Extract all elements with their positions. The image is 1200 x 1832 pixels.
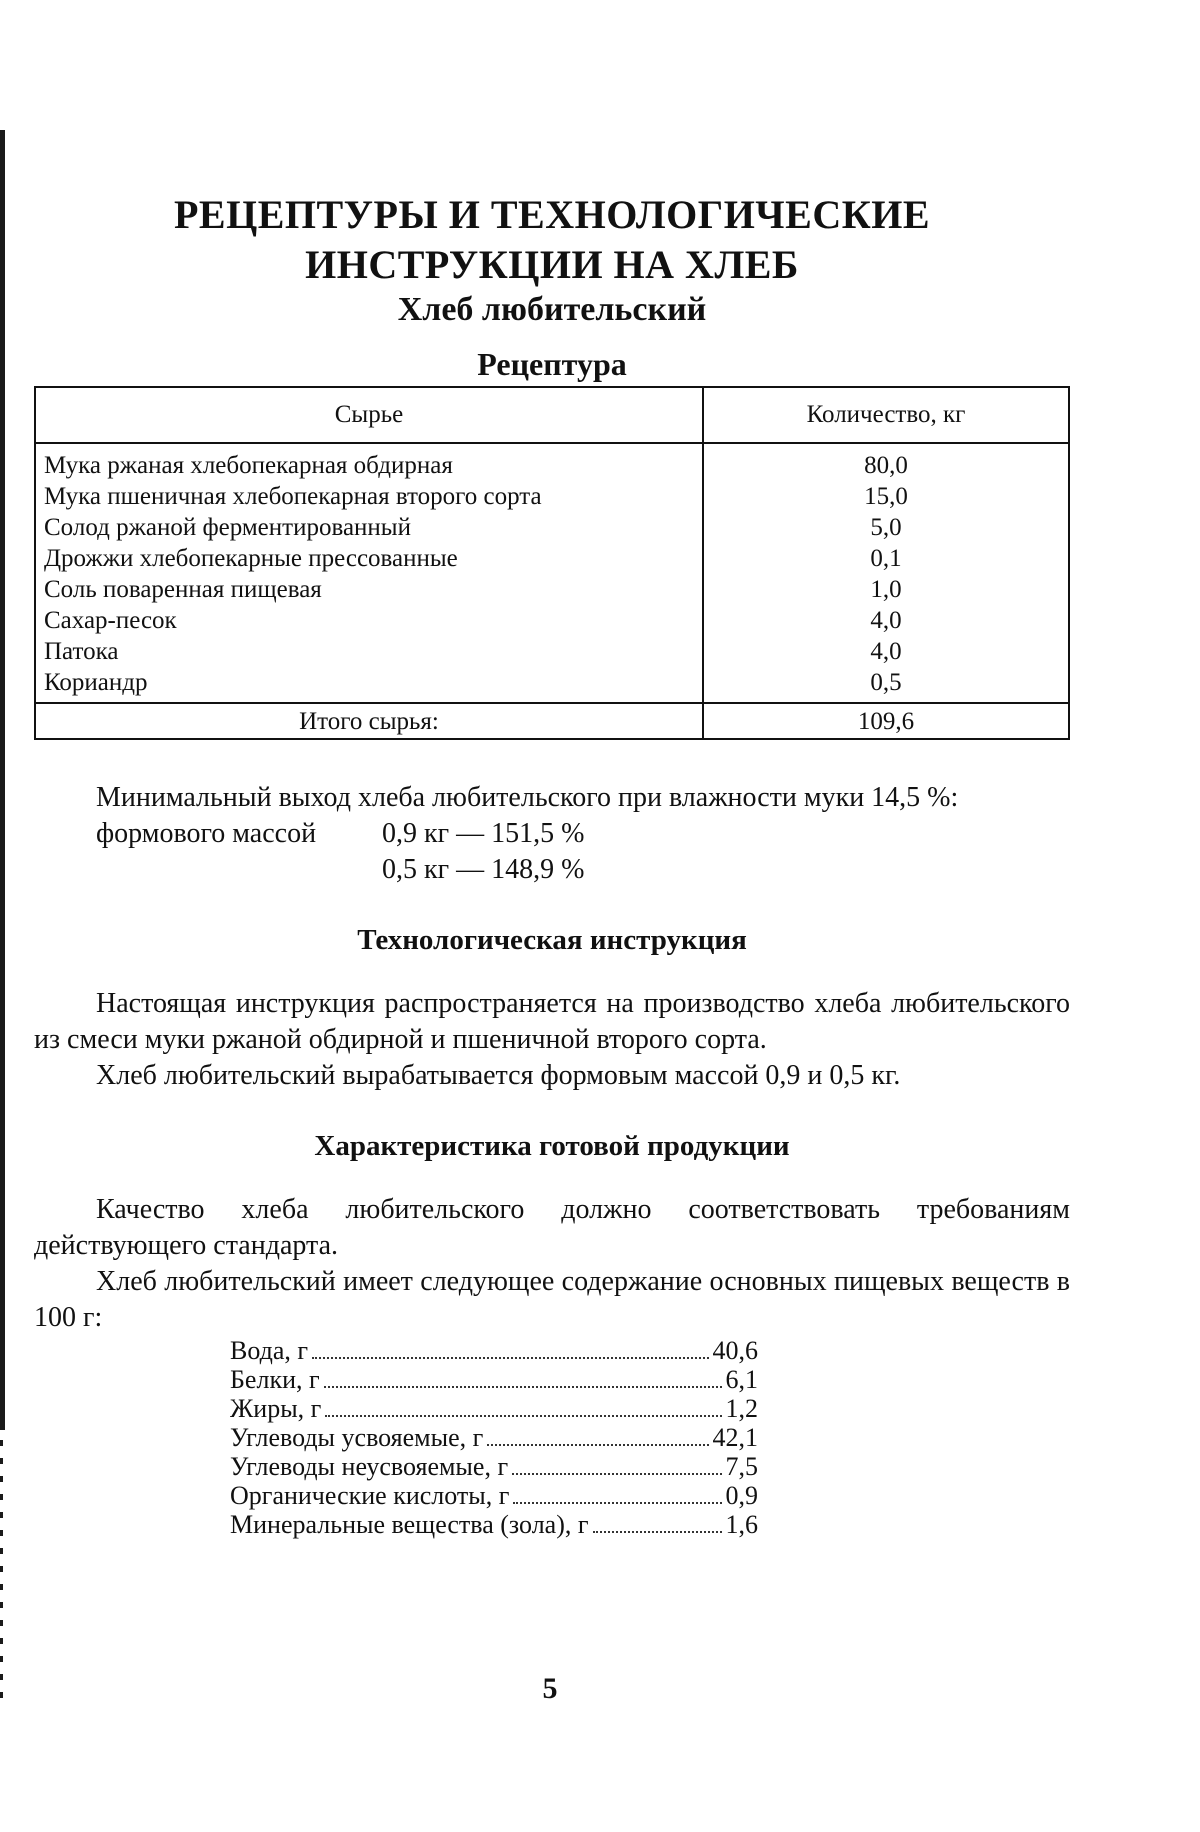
list-item (230, 1394, 758, 1423)
list-item (230, 1365, 758, 1394)
table-row (35, 636, 1069, 667)
total-label: Итого сырья: (35, 703, 703, 739)
ingredient-qty: 4,0 (703, 605, 1069, 636)
nutrient-name: Вода, г (230, 1336, 308, 1365)
nutrient-name: Жиры, г (230, 1394, 321, 1423)
table-row (35, 443, 1069, 481)
instruction-paragraph-1: Настоящая инструкция распространяется на производство хлеба любительского из смеси муки ржаной обдирной и пшеничной второго сорта. (34, 986, 1070, 1058)
characteristics-paragraph-1: Качество хлеба любительского должно соответствовать требованиям действующего стандарта. (34, 1192, 1070, 1264)
total-value: 109,6 (703, 703, 1069, 739)
table-row (35, 574, 1069, 605)
ingredient-name: Дрожжи хлебопекарные прессованные (35, 543, 703, 574)
ingredient-name: Соль поваренная пищевая (35, 574, 703, 605)
ingredient-name: Сахар-песок (35, 605, 703, 636)
recipe-table (34, 386, 1070, 740)
column-header-quantity: Количество, кг (703, 387, 1069, 443)
list-item (230, 1510, 758, 1539)
nutrient-value: 6,1 (726, 1365, 759, 1394)
scan-edge-dots (0, 1440, 3, 1700)
table-header-row (35, 387, 1069, 443)
yield-value-1: 0,9 кг — 151,5 % (382, 816, 584, 852)
ingredient-qty: 0,1 (703, 543, 1069, 574)
nutrient-name: Белки, г (230, 1365, 320, 1394)
nutrient-value: 1,2 (726, 1394, 759, 1423)
yield-value-2: 0,5 кг — 148,9 % (382, 852, 584, 888)
ingredient-qty: 5,0 (703, 512, 1069, 543)
nutrient-list (230, 1336, 758, 1539)
ingredient-name: Кориандр (35, 667, 703, 703)
list-item (230, 1423, 758, 1452)
recipe-heading: Рецептура (34, 344, 1070, 384)
nutrient-name: Углеводы неусвояемые, г (230, 1452, 508, 1481)
characteristics-heading: Характеристика готовой продукции (34, 1128, 1070, 1164)
nutrient-value: 42,1 (713, 1423, 759, 1452)
ingredient-name: Солод ржаной ферментированный (35, 512, 703, 543)
leader-dots (487, 1444, 708, 1446)
instruction-heading: Технологическая инструкция (34, 922, 1070, 958)
list-item (230, 1336, 758, 1365)
ingredient-name: Мука пшеничная хлебопекарная второго сорта (35, 481, 703, 512)
nutrient-value: 0,9 (726, 1481, 759, 1510)
table-row (35, 512, 1069, 543)
nutrient-name: Углеводы усвояемые, г (230, 1423, 483, 1452)
yield-line-1 (34, 816, 1070, 852)
leader-dots (325, 1415, 721, 1417)
nutrient-value: 40,6 (713, 1336, 759, 1365)
nutrient-name: Органические кислоты, г (230, 1481, 509, 1510)
yield-label: формового массой (34, 816, 382, 852)
instruction-paragraph-2: Хлеб любительский вырабатывается формовым массой 0,9 и 0,5 кг. (34, 1058, 1070, 1094)
table-row (35, 605, 1069, 636)
leader-dots (513, 1502, 721, 1504)
column-header-material: Сырье (35, 387, 703, 443)
page-title-line2: ИНСТРУКЦИИ НА ХЛЕБ (34, 240, 1070, 290)
table-row (35, 543, 1069, 574)
nutrient-value: 1,6 (726, 1510, 759, 1539)
ingredient-name: Мука ржаная хлебопекарная обдирная (35, 443, 703, 481)
list-item (230, 1452, 758, 1481)
ingredient-qty: 1,0 (703, 574, 1069, 605)
characteristics-paragraph-2: Хлеб любительский имеет следующее содержание основных пищевых веществ в 100 г: (34, 1264, 1070, 1336)
yield-line-2 (34, 852, 1070, 888)
ingredient-qty: 0,5 (703, 667, 1069, 703)
product-name: Хлеб любительский (34, 290, 1070, 330)
yield-label-spacer (34, 852, 382, 888)
page-title-line1: РЕЦЕПТУРЫ И ТЕХНОЛОГИЧЕСКИЕ (34, 190, 1070, 240)
leader-dots (512, 1473, 721, 1475)
scan-edge-bar (0, 130, 5, 1430)
nutrient-value: 7,5 (726, 1452, 759, 1481)
table-row (35, 481, 1069, 512)
nutrient-name: Минеральные вещества (зола), г (230, 1510, 589, 1539)
leader-dots (312, 1357, 708, 1359)
leader-dots (593, 1531, 722, 1533)
document-page (34, 190, 1070, 1539)
ingredient-qty: 15,0 (703, 481, 1069, 512)
ingredient-qty: 4,0 (703, 636, 1069, 667)
leader-dots (324, 1386, 722, 1388)
yield-intro: Минимальный выход хлеба любительского при влажности муки 14,5 %: (34, 780, 1070, 816)
list-item (230, 1481, 758, 1510)
page-number: 5 (0, 1672, 1100, 1706)
ingredient-name: Патока (35, 636, 703, 667)
table-row (35, 667, 1069, 703)
ingredient-qty: 80,0 (703, 443, 1069, 481)
table-total-row (35, 703, 1069, 739)
